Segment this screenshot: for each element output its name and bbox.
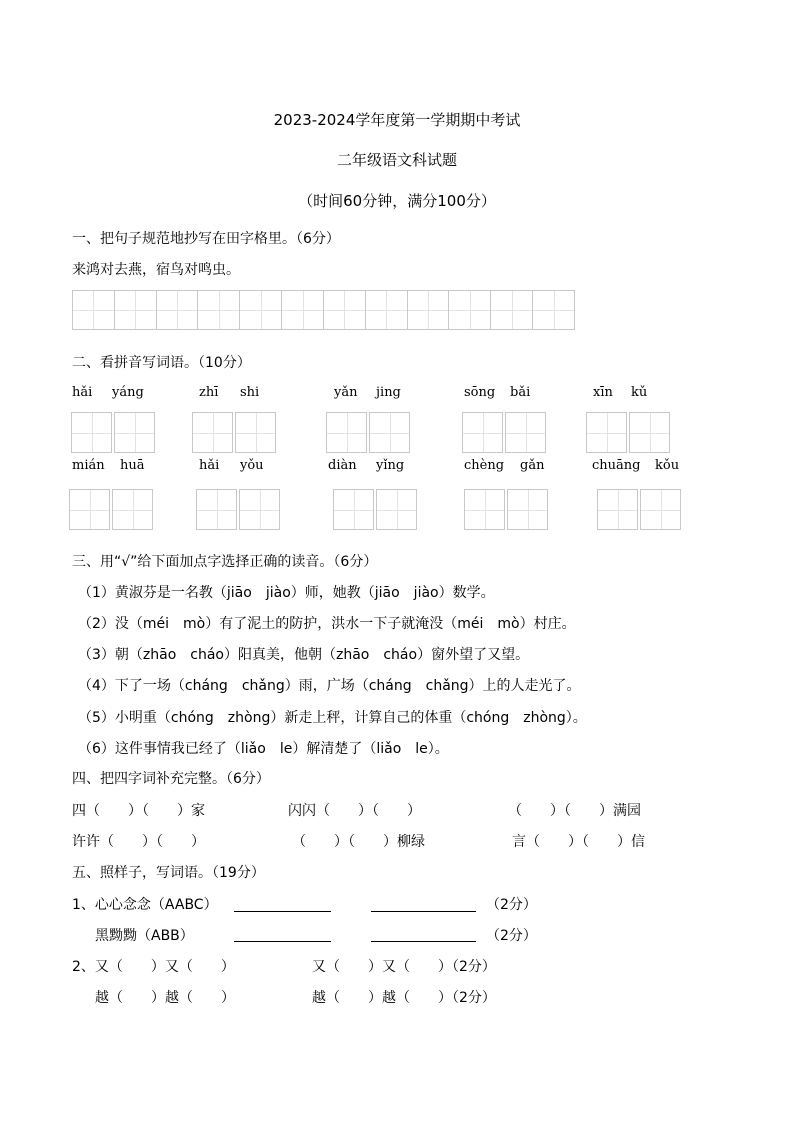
score-label: （2分） [486, 897, 537, 913]
tianzige-box[interactable] [597, 489, 638, 530]
idiom-blank[interactable]: （ ）（ ）满园 [508, 803, 641, 819]
section1-sentence: 来鸿对去燕，宿鸟对鸣虫。 [72, 262, 240, 278]
answer-line[interactable] [371, 941, 476, 942]
section3-heading: 三、用“√”给下面加点字选择正确的读音。（6分） [72, 554, 378, 570]
pattern-blank[interactable]: 2、又（ ）又（ ） [72, 959, 235, 975]
section4-heading: 四、把四字词补充完整。（6分） [72, 771, 270, 787]
pinyin: sōng [464, 385, 496, 400]
pinyin: shi [240, 385, 260, 400]
section5-heading: 五、照样子，写词语。（19分） [72, 865, 265, 881]
reading-question: （5）小明重（chóng zhòng）新走上秤，计算自己的体重（chóng zhòng）。 [78, 710, 587, 726]
tianzige-box[interactable] [114, 412, 155, 453]
pattern-blank[interactable]: 又（ ）又（ ）（2分） [312, 959, 496, 975]
section2-heading: 二、看拼音写词语。（10分） [72, 355, 251, 371]
tianzige-box[interactable] [629, 412, 670, 453]
pinyin: chèng [464, 458, 505, 473]
pinyin: jing [376, 385, 401, 400]
exam-title: 2023-2024学年度第一学期期中考试 [273, 111, 521, 129]
pinyin: yǒu [240, 458, 264, 473]
question-label: 1、心心念念（AABC） [72, 897, 218, 913]
reading-question: （6）这件事情我已经了（liǎo le）解清楚了（liǎo le）。 [78, 741, 449, 757]
time-note: （时间60分钟，满分100分） [298, 192, 496, 210]
answer-line[interactable] [234, 941, 331, 942]
idiom-blank[interactable]: 许许（ ）（ ） [72, 834, 205, 850]
pinyin: gǎn [520, 458, 545, 473]
reading-question: （3）朝（zhāo cháo）阳真美，他朝（zhāo cháo）窗外望了又望。 [78, 647, 530, 663]
tianzige-box[interactable] [640, 489, 681, 530]
tianzige-box[interactable] [464, 489, 505, 530]
idiom-blank[interactable]: 言（ ）（ ）信 [512, 834, 645, 850]
idiom-blank[interactable]: （ ）（ ）柳绿 [292, 834, 425, 850]
exam-subtitle: 二年级语文科试题 [336, 151, 457, 169]
tianzige-box[interactable] [369, 412, 410, 453]
tianzige-box[interactable] [376, 489, 417, 530]
pinyin: kǔ [631, 385, 648, 400]
answer-line[interactable] [234, 911, 331, 912]
tianzige-box[interactable] [462, 412, 503, 453]
tianzige-box[interactable] [505, 412, 546, 453]
pinyin: yǎn [334, 385, 358, 400]
tianzige-box[interactable] [112, 489, 153, 530]
pinyin: yáng [112, 385, 144, 400]
tianzige-box[interactable] [69, 489, 110, 530]
tianzige-box[interactable] [239, 489, 280, 530]
pinyin: hǎi [199, 458, 220, 473]
tianzige-box[interactable] [333, 489, 374, 530]
pinyin: mián [72, 458, 105, 473]
tianzige-box[interactable] [507, 489, 548, 530]
tianzige-box[interactable] [71, 412, 112, 453]
tianzige-box[interactable] [192, 412, 233, 453]
score-label: （2分） [486, 928, 537, 944]
pinyin: bǎi [510, 385, 531, 400]
tianzige-box[interactable] [586, 412, 627, 453]
pinyin: hǎi [72, 385, 93, 400]
pinyin: yǐng [376, 458, 405, 473]
answer-line[interactable] [371, 911, 476, 912]
section1-heading: 一、把句子规范地抄写在田字格里。（6分） [72, 231, 340, 247]
pinyin: xīn [593, 385, 613, 400]
reading-question: （2）没（méi mò）有了泥土的防护，洪水一下子就淹没（méi mò）村庄。 [78, 616, 576, 632]
tianzige-box[interactable] [235, 412, 276, 453]
tianzige-box[interactable] [196, 489, 237, 530]
reading-question: （4）下了一场（cháng chǎng）雨，广场（cháng chǎng）上的人走光了。 [78, 678, 581, 694]
pinyin: chuāng [592, 458, 641, 473]
idiom-blank[interactable]: 闪闪（ ）（ ） [288, 803, 421, 819]
pinyin: zhī [199, 385, 219, 400]
pattern-blank[interactable]: 越（ ）越（ ） [95, 990, 235, 1006]
pinyin: diàn [328, 458, 357, 473]
question-label: 黑黝黝（ABB） [95, 928, 194, 944]
reading-question: （1）黄淑芬是一名教（jiāo jiào）师，她教（jiāo jiào）数学。 [78, 585, 495, 601]
tianzige-row[interactable] [72, 290, 575, 330]
pinyin: huā [120, 458, 145, 473]
pattern-blank[interactable]: 越（ ）越（ ）（2分） [312, 990, 496, 1006]
pinyin: kǒu [655, 458, 680, 473]
idiom-blank[interactable]: 四（ ）（ ）家 [72, 803, 205, 819]
tianzige-box[interactable] [326, 412, 367, 453]
